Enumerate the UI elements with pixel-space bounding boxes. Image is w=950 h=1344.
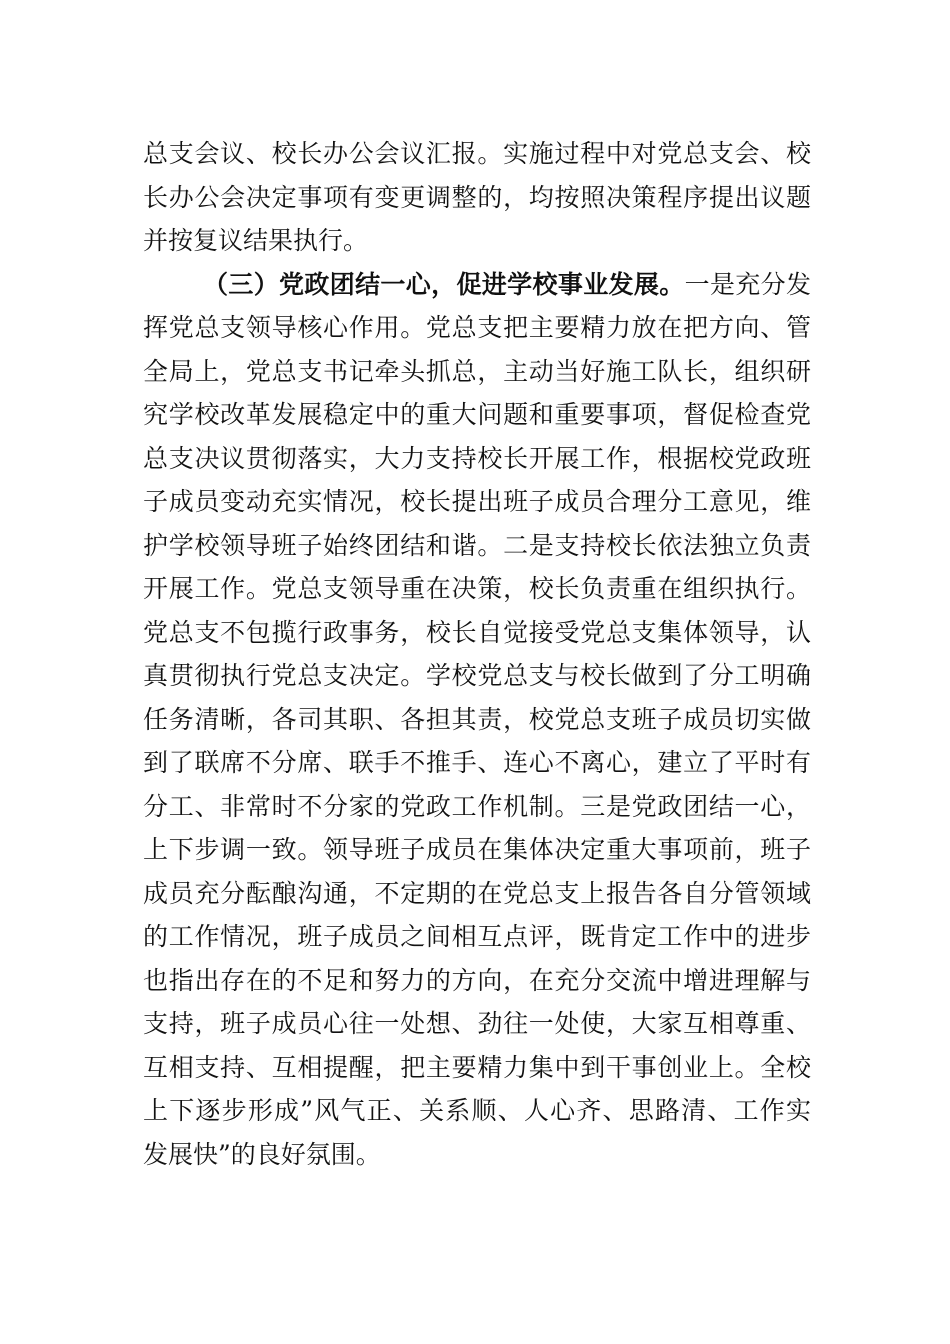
paragraph-first-line bbox=[143, 263, 811, 307]
text-line: 子成员变动充实情况，校长提出班子成员合理分工意见，维 bbox=[143, 487, 811, 516]
text-line: 到了联席不分席、联手不推手、连心不离心，建立了平时有 bbox=[143, 748, 811, 777]
text-line: 也指出存在的不足和努力的方向，在充分交流中增进理解与 bbox=[143, 965, 811, 995]
text-line: 挥党总支领导核心作用。党总支把主要精力放在把方向、管 bbox=[143, 313, 811, 342]
paragraph-2 bbox=[143, 263, 811, 1177]
text-line: 互相支持、互相提醒，把主要精力集中到干事创业上。全校 bbox=[143, 1052, 811, 1082]
text-line: 并按复议结果执行。 bbox=[143, 226, 369, 255]
heading-following-text: 一是充分发 bbox=[684, 269, 811, 299]
text-line: 究学校改革发展稳定中的重大问题和重要事项，督促检查党 bbox=[143, 400, 811, 429]
text-line: 长办公会决定事项有变更调整的，均按照决策程序提出议题 bbox=[143, 182, 811, 212]
text-line: 真贯彻执行党总支决定。学校党总支与校长做到了分工明确 bbox=[143, 661, 811, 690]
text-line: 全局上，党总支书记牵头抓总，主动当好施工队长，组织研 bbox=[143, 356, 811, 386]
text-line: 的工作情况，班子成员之间相互点评，既肯定工作中的进步 bbox=[143, 922, 811, 951]
text-line: 上下逐步形成”风气正、关系顺、人心齐、思路清、工作实 bbox=[143, 1096, 811, 1125]
text-line: 总支会议、校长办公会议汇报。实施过程中对党总支会、校 bbox=[143, 139, 811, 168]
text-line: 上下步调一致。领导班子成员在集体决定重大事项前，班子 bbox=[143, 835, 811, 864]
text-line: 开展工作。党总支领导重在决策，校长负责重在组织执行。 bbox=[143, 574, 811, 603]
text-line: 护学校领导班子始终团结和谐。二是支持校长依法独立负责 bbox=[143, 530, 811, 560]
text-line: 总支决议贯彻落实，大力支持校长开展工作，根据校党政班 bbox=[143, 443, 811, 473]
text-line: 党总支不包揽行政事务，校长自觉接受党总支集体领导，认 bbox=[143, 617, 811, 647]
text-line: 分工、非常时不分家的党政工作机制。三是党政团结一心， bbox=[143, 791, 811, 821]
paragraph-1 bbox=[143, 132, 811, 263]
document-body bbox=[143, 132, 811, 1176]
text-line: 成员充分酝酿沟通，不定期的在党总支上报告各自分管领域 bbox=[143, 878, 811, 908]
section-heading: （三）党政团结一心，促进学校事业发展。 bbox=[203, 269, 685, 299]
text-line: 支持，班子成员心往一处想、劲往一处使，大家互相尊重、 bbox=[143, 1009, 811, 1038]
text-line: 任务清晰，各司其职、各担其责，校党总支班子成员切实做 bbox=[143, 704, 811, 734]
text-line: 发展快”的良好氛围。 bbox=[143, 1139, 381, 1169]
